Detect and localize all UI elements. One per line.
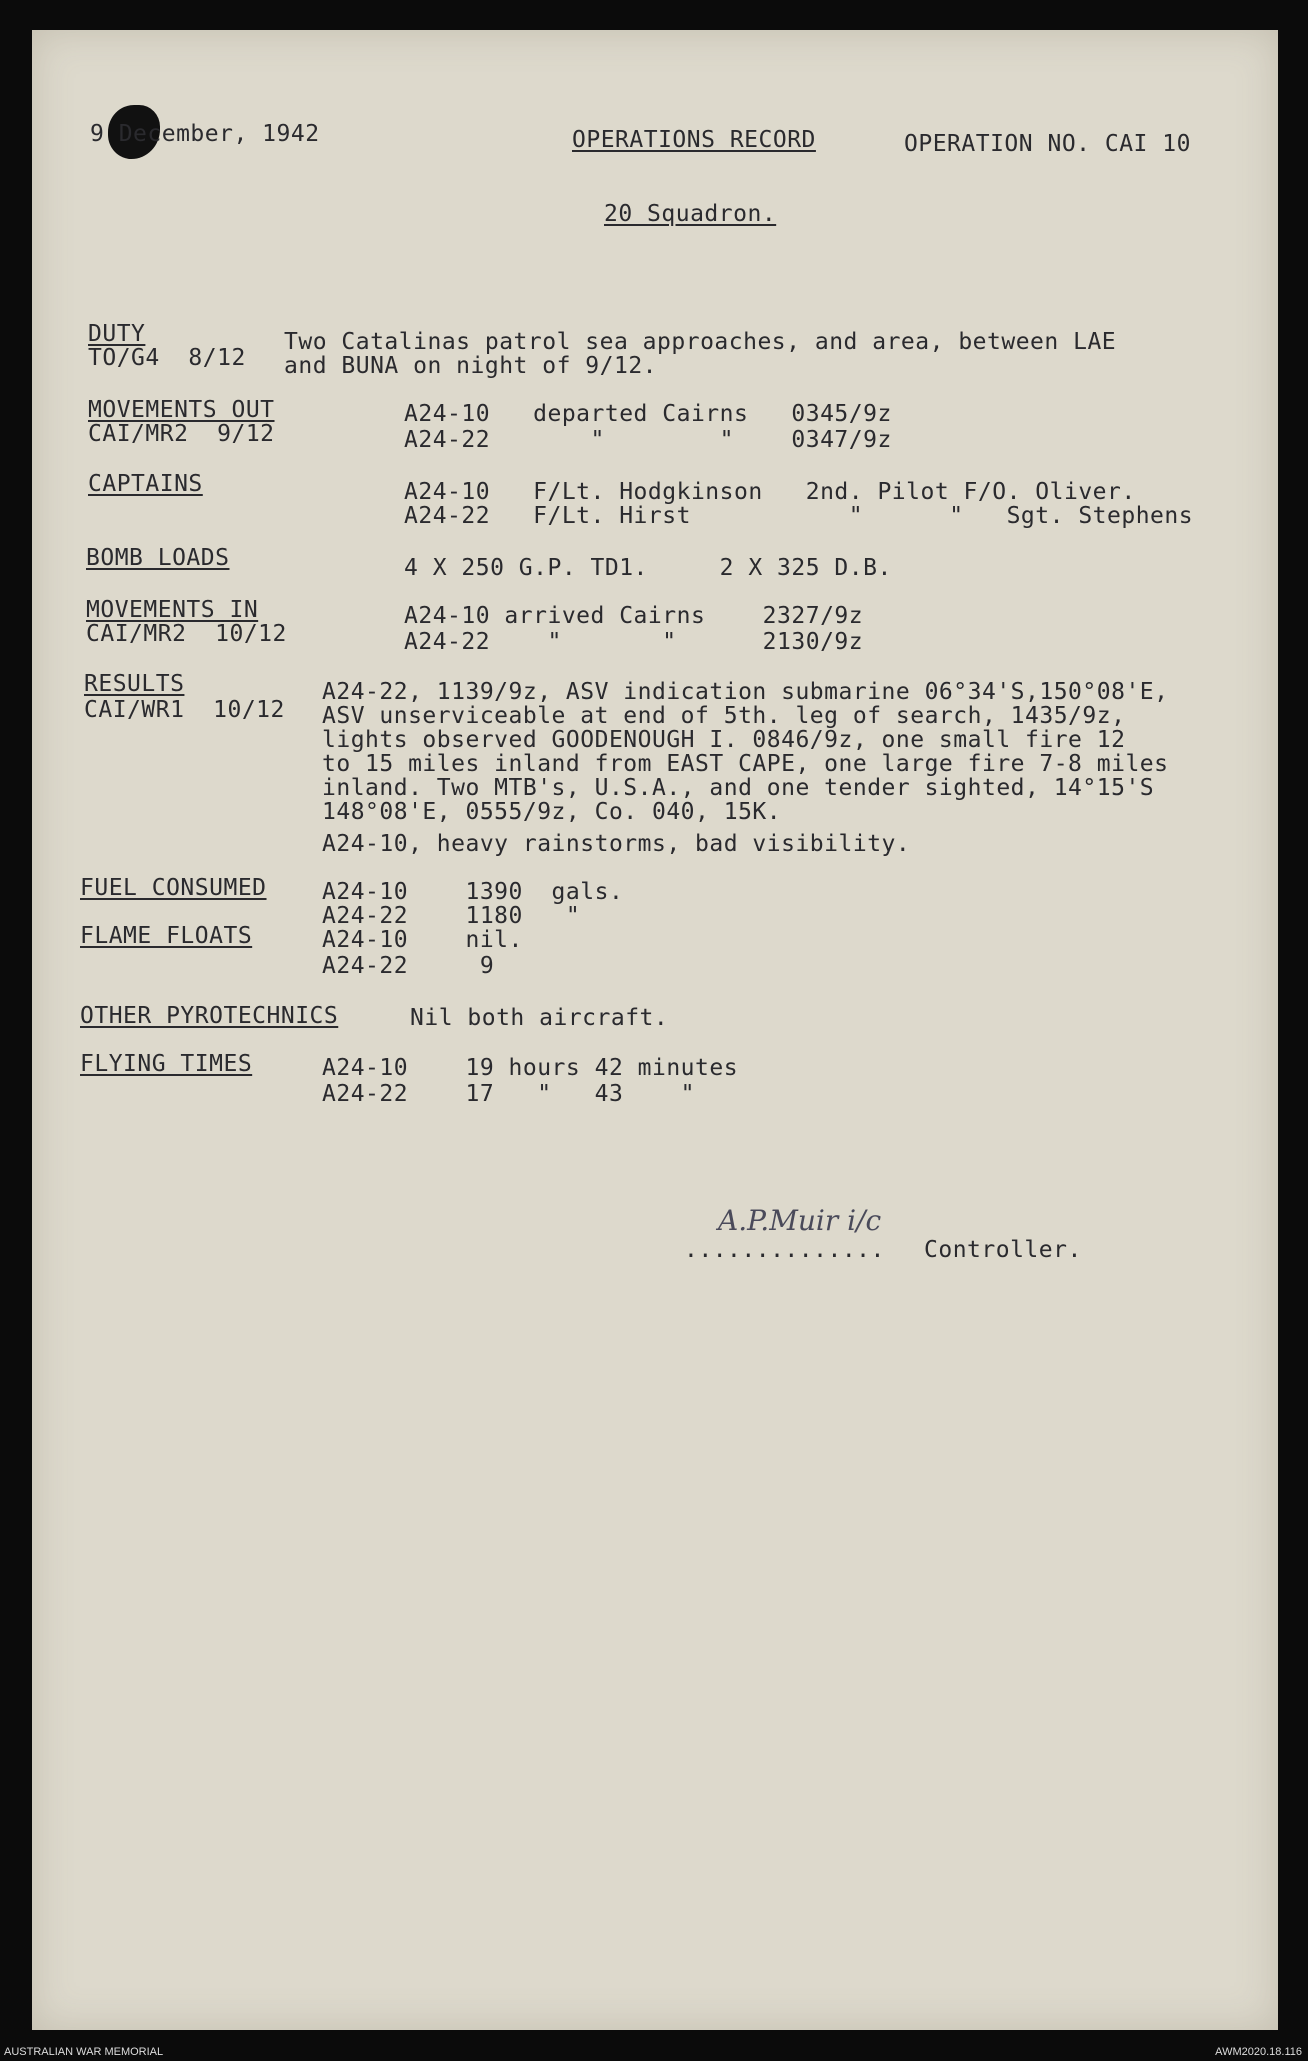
fuel-consumed-label: FUEL CONSUMED (80, 875, 267, 901)
movements-in-line-2: A24-22 " " 2130/9z (404, 629, 864, 655)
results-line-1: A24-22, 1139/9z, ASV indication submarine 06°34'S,150°08'E, (322, 679, 1169, 705)
flying-times-line-2: A24-22 17 " 43 " (322, 1081, 696, 1107)
bomb-loads-label: BOMB LOADS (86, 545, 230, 571)
signature-handwriting: A.P.Muir i/c (718, 1204, 882, 1237)
results-line-2: ASV unserviceable at end of 5th. leg of search, 1435/9z, (322, 703, 1126, 729)
other-pyrotechnics-text: Nil both aircraft. (410, 1005, 669, 1031)
duty-ref: TO/G4 8/12 (88, 345, 246, 371)
results-label: RESULTS (84, 671, 185, 697)
other-pyrotechnics-label: OTHER PYROTECHNICS (80, 1003, 339, 1029)
bomb-loads-line: 4 X 250 G.P. TD1. 2 X 325 D.B. (404, 555, 892, 581)
flame-floats-line-2: A24-22 9 (322, 953, 495, 979)
flame-floats-label: FLAME FLOATS (80, 923, 253, 949)
captains-label: CAPTAINS (88, 471, 203, 497)
fuel-line-2: A24-22 1180 " (322, 903, 581, 929)
record-date: 9 December, 1942 (90, 121, 320, 147)
fuel-line-1: A24-10 1390 gals. (322, 879, 624, 905)
footer-left: AUSTRALIAN WAR MEMORIAL (4, 2046, 164, 2058)
movements-out-line-1: A24-10 departed Cairns 0345/9z (404, 401, 892, 427)
results-line-5: inland. Two MTB's, U.S.A., and one tender sighted, 14°15'S (322, 775, 1155, 801)
flame-floats-line-1: A24-10 nil. (322, 927, 523, 953)
results-line-3: lights observed GOODENOUGH I. 0846/9z, one small fire 12 (322, 727, 1126, 753)
captains-line-1: A24-10 F/Lt. Hodgkinson 2nd. Pilot F/O. Oliver. (404, 479, 1136, 505)
signature-dots: .............. (684, 1237, 885, 1263)
movements-out-ref: CAI/MR2 9/12 (88, 421, 275, 447)
footer-right: AWM2020.18.116 (1215, 2046, 1302, 2058)
squadron-title: 20 Squadron. (604, 201, 777, 227)
results-ref: CAI/WR1 10/12 (84, 697, 285, 723)
duty-line-2: and BUNA on night of 9/12. (284, 353, 658, 379)
movements-in-label: MOVEMENTS IN (86, 597, 259, 623)
movements-in-ref: CAI/MR2 10/12 (86, 621, 287, 647)
results-line-7: A24-10, heavy rainstorms, bad visibility. (322, 831, 911, 857)
duty-line-1: Two Catalinas patrol sea approaches, and area, between LAE (284, 329, 1117, 355)
results-line-4: to 15 miles inland from EAST CAPE, one large fire 7-8 miles (322, 751, 1169, 777)
record-title: OPERATIONS RECORD (572, 127, 816, 153)
movements-out-line-2: A24-22 " " 0347/9z (404, 427, 892, 453)
movements-out-label: MOVEMENTS OUT (88, 397, 275, 423)
captains-line-2: A24-22 F/Lt. Hirst " " Sgt. Stephens (404, 503, 1194, 529)
operation-number: OPERATION NO. CAI 10 (904, 131, 1191, 157)
results-line-6: 148°08'E, 0555/9z, Co. 040, 15K. (322, 799, 782, 825)
duty-label: DUTY (88, 321, 146, 347)
flying-times-line-1: A24-10 19 hours 42 minutes (322, 1055, 739, 1081)
movements-in-line-1: A24-10 arrived Cairns 2327/9z (404, 603, 864, 629)
signature-title: Controller. (924, 1237, 1082, 1263)
flying-times-label: FLYING TIMES (80, 1051, 253, 1077)
